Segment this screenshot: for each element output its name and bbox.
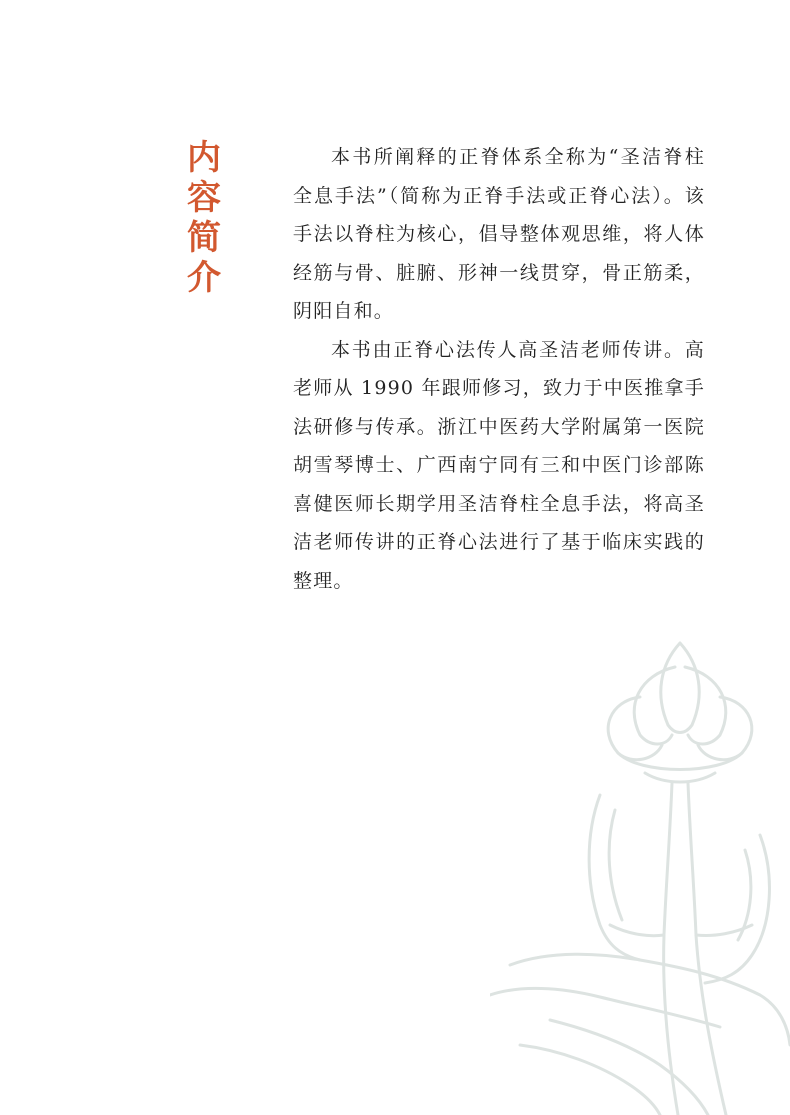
section-title	[182, 138, 226, 298]
section-title-char: 容	[187, 178, 221, 218]
lotus-on-hand-icon	[490, 635, 790, 1115]
section-title-char: 内	[187, 138, 221, 178]
section-title-char: 介	[187, 258, 221, 298]
paragraph: 本书所阐释的正脊体系全称为“圣洁脊柱全息手法”（简称为正脊手法或正脊心法）。该手法以脊柱为核心，倡导整体观思维，将人体经筋与骨、脏腑、形神一线贯穿，骨正筋柔，阴阳自和。	[293, 146, 705, 322]
paragraph: 本书由正脊心法传人高圣洁老师传讲。高老师从 1990 年跟师修习，致力于中医推拿手法研修与传承。浙江中医药大学附属第一医院胡雪琴博士、广西南宁同有三和中医门诊部陈喜健医师长期学用圣洁脊柱全息手法，将高圣洁老师传讲的正脊心法进行了基于临床实践的整理。	[293, 338, 705, 592]
body-text	[293, 138, 705, 600]
section-title-char: 简	[187, 218, 221, 258]
